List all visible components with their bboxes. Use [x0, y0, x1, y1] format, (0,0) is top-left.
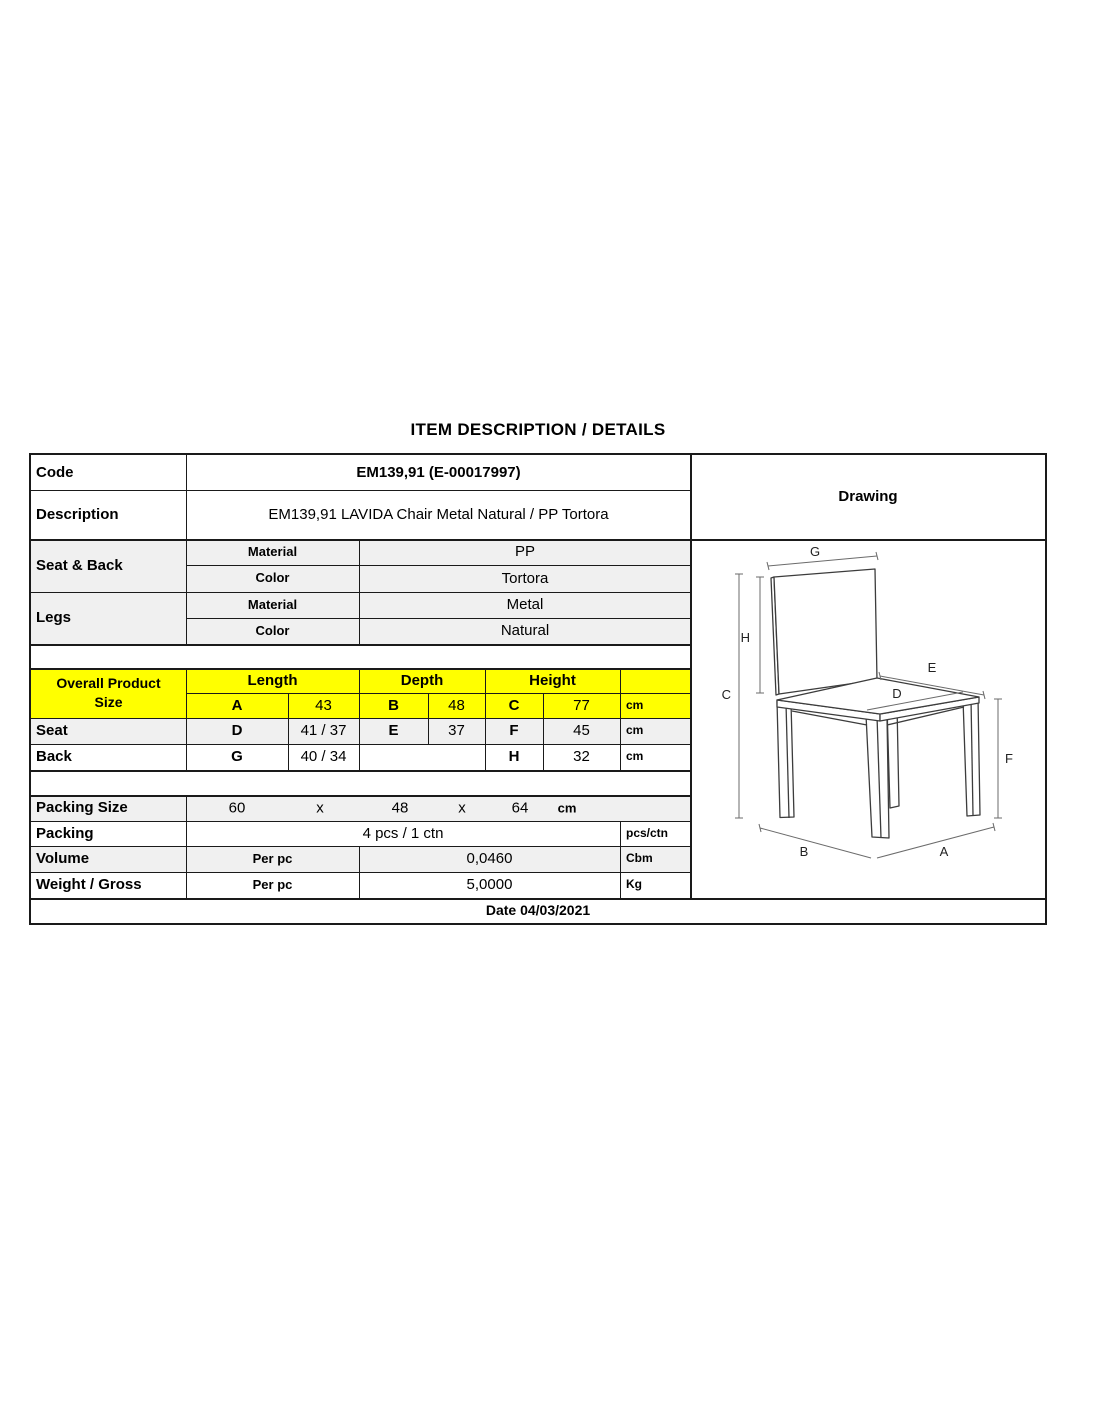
dim-label-g: G: [809, 544, 821, 559]
seat-f-key: F: [509, 722, 519, 740]
volume-per: Per pc: [252, 850, 293, 866]
seat-back-color-value: Tortora: [501, 569, 549, 587]
packing-size-dim3: 64: [511, 799, 529, 817]
legs-color-value: Natural: [500, 622, 550, 640]
chair-drawing: [691, 539, 1045, 898]
dim-label-c: C: [721, 687, 731, 702]
weight-value: 5,0000: [466, 876, 513, 894]
date-value: Date 04/03/2021: [485, 902, 591, 919]
weight-label: Weight / Gross: [36, 876, 142, 894]
dim-label-b: B: [799, 844, 809, 859]
back-g-key: G: [231, 748, 243, 766]
legs-color-label: Color: [255, 622, 290, 638]
seat-back-material-label: Material: [247, 543, 298, 559]
overall-b-key: B: [388, 696, 399, 714]
packing-size-value: [186, 795, 691, 821]
overall-c-value: 77: [573, 696, 590, 714]
overall-a-key: A: [231, 696, 243, 714]
seat-d-key: D: [231, 722, 243, 740]
page-title: ITEM DESCRIPTION / DETAILS: [410, 420, 666, 439]
drawing-header: Drawing: [838, 488, 898, 506]
overall-size-label-line2: Size: [94, 694, 123, 710]
weight-per: Per pc: [252, 876, 293, 892]
overall-size-label: [31, 668, 186, 718]
description-label: Description: [36, 505, 119, 523]
weight-unit: Kg: [626, 877, 642, 892]
grid-line: [31, 644, 691, 646]
seat-unit: cm: [626, 723, 644, 738]
height-header: Height: [529, 671, 576, 689]
length-header: Length: [247, 671, 298, 689]
back-row-label: Back: [36, 748, 72, 766]
overall-unit: cm: [626, 697, 644, 712]
seat-row-label: Seat: [36, 722, 68, 740]
code-value: EM139,91 (E-00017997): [356, 463, 521, 481]
seat-back-label: Seat & Back: [36, 556, 123, 574]
packing-label: Packing: [36, 824, 94, 842]
seat-f-value: 45: [573, 722, 590, 740]
legs-label: Legs: [36, 609, 72, 627]
legs-material-label: Material: [247, 596, 298, 612]
seat-e-key: E: [388, 722, 399, 740]
overall-c-key: C: [508, 696, 520, 714]
code-label: Code: [36, 463, 74, 481]
dim-label-d: D: [892, 686, 902, 701]
seat-back-color-label: Color: [255, 570, 290, 586]
dim-label-e: E: [927, 660, 937, 675]
chair-shape: [771, 569, 980, 838]
packing-size-sep2: x: [458, 799, 466, 817]
overall-size-label-line1: Overall Product: [56, 675, 161, 692]
legs-material-value: Metal: [506, 596, 544, 614]
packing-size-dim2: 48: [391, 799, 409, 817]
overall-b-value: 48: [448, 696, 465, 714]
back-g-value: 40 / 34: [300, 748, 347, 766]
packing-size-sep1: x: [316, 799, 324, 817]
chair-left-leg: [777, 701, 794, 818]
back-h-value: 32: [573, 748, 590, 766]
packing-size-label: Packing Size: [36, 799, 128, 817]
chair-backrest: [774, 569, 877, 694]
dim-label-f: F: [1005, 751, 1013, 766]
dim-label-h: H: [740, 630, 750, 645]
item-details-table: [29, 453, 1047, 925]
overall-a-value: 43: [315, 696, 332, 714]
back-unit: cm: [626, 749, 644, 764]
seat-back-material-value: PP: [514, 543, 535, 561]
packing-size-unit: cm: [557, 800, 577, 816]
volume-value: 0,0460: [466, 850, 513, 868]
description-value: EM139,91 LAVIDA Chair Metal Natural / PP Tortora: [268, 505, 609, 523]
back-h-key: H: [508, 748, 520, 766]
seat-d-value: 41 / 37: [300, 722, 347, 740]
packing-size-dim1: 60: [228, 799, 246, 817]
depth-header: Depth: [400, 671, 444, 689]
packing-value: 4 pcs / 1 ctn: [362, 824, 444, 842]
dim-label-a: A: [939, 844, 949, 859]
volume-unit: Cbm: [626, 851, 653, 866]
volume-label: Volume: [36, 850, 90, 868]
seat-e-value: 37: [448, 722, 465, 740]
grid-line: [31, 770, 691, 772]
packing-unit: pcs/ctn: [626, 825, 669, 840]
